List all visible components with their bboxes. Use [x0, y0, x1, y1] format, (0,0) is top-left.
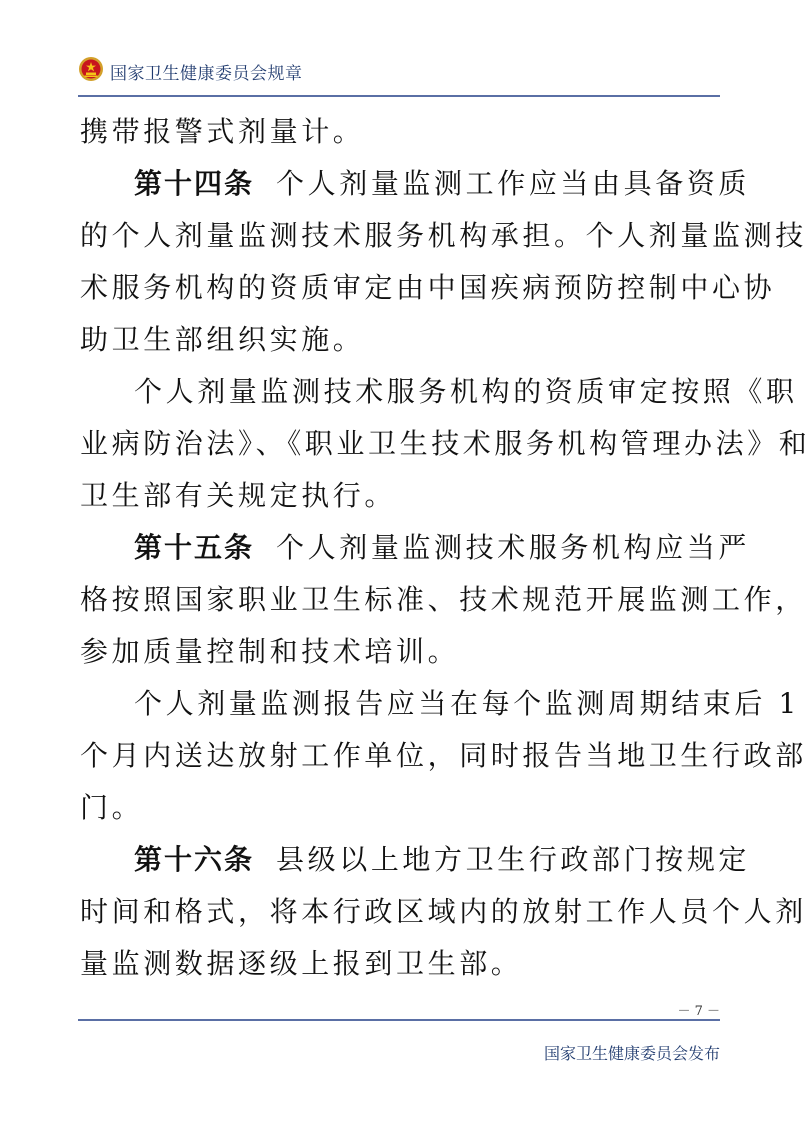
- text-line: 的个人剂量监测技术服务机构承担。个人剂量监测技: [80, 219, 807, 252]
- text-line: 门。: [80, 791, 144, 824]
- text-line: 卫生部有关规定执行。: [80, 479, 397, 512]
- article-15-heading-line: [80, 522, 751, 574]
- text-line: 个人剂量监测技术服务机构应当严: [276, 531, 751, 564]
- text-line: 县级以上地方卫生行政部门按规定: [276, 843, 751, 876]
- article-16-heading-line: [80, 834, 751, 886]
- article-14-title: 第十四条: [134, 167, 255, 200]
- article-16-title: 第十六条: [134, 843, 255, 876]
- text-line: 个人剂量监测技术服务机构的资质审定按照《职: [134, 375, 798, 408]
- text-line: 参加质量控制和技术培训。: [80, 635, 460, 668]
- document-body: [80, 106, 810, 990]
- text-line: 业病防治法》、《职业卫生技术服务机构管理办法》和: [80, 427, 810, 460]
- header-title: 国家卫生健康委员会规章: [110, 64, 303, 84]
- header-divider: [78, 95, 720, 97]
- text-line: 个月内送达放射工作单位，同时报告当地卫生行政部: [80, 739, 807, 772]
- article-14-heading-line: [80, 158, 751, 210]
- text-line: 携带报警式剂量计。: [80, 115, 365, 148]
- text-line: 量监测数据逐级上报到卫生部。: [80, 947, 523, 980]
- text-line: 术服务机构的资质审定由中国疾病预防控制中心协: [80, 271, 776, 304]
- footer-divider: [78, 1019, 720, 1021]
- text-line: 个人剂量监测工作应当由具备资质: [276, 167, 751, 200]
- page-header: [78, 56, 720, 86]
- text-line: 助卫生部组织实施。: [80, 323, 365, 356]
- footer-publisher: 国家卫生健康委员会发布: [543, 1044, 720, 1063]
- page-number: － 7 －: [677, 1004, 720, 1019]
- text-line: 个人剂量监测报告应当在每个监测周期结束后 1: [134, 687, 800, 720]
- article-15-title: 第十五条: [134, 531, 255, 564]
- text-line: 格按照国家职业卫生标准、技术规范开展监测工作，: [80, 583, 807, 616]
- national-emblem-icon: [78, 56, 104, 82]
- text-line: 时间和格式，将本行政区域内的放射工作人员个人剂: [80, 895, 807, 928]
